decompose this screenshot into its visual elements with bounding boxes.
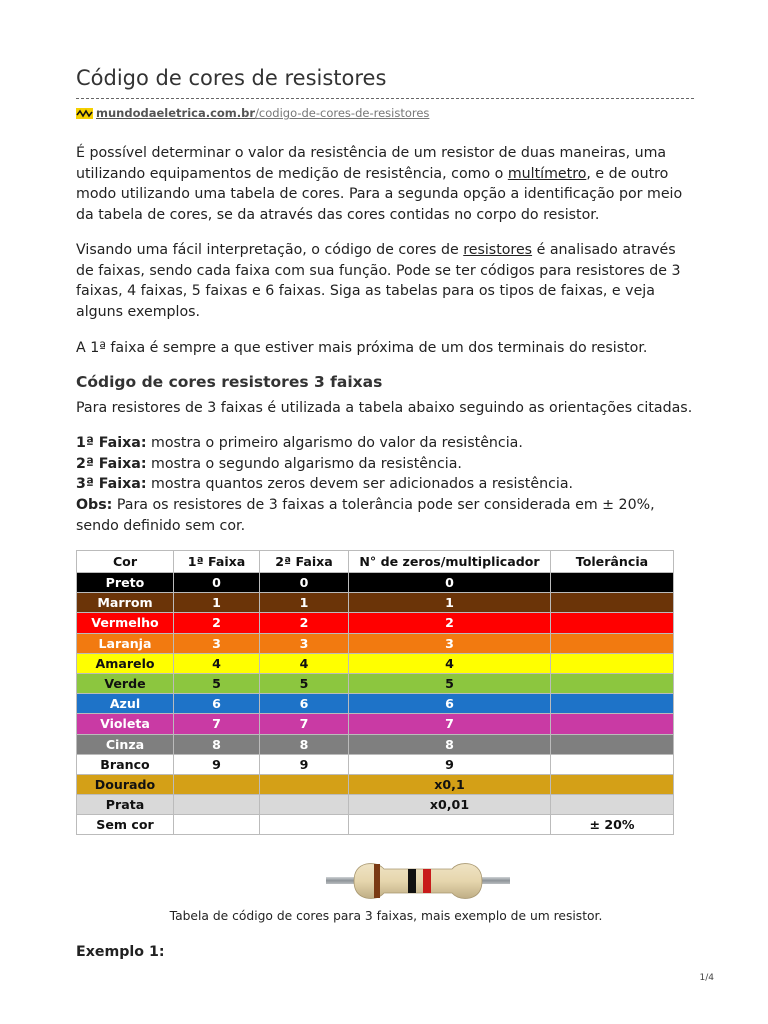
cell-multiplicador (349, 815, 551, 835)
rule-text: mostra o segundo algarismo da resistência. (146, 455, 462, 472)
cell-faixa1: 9 (174, 754, 260, 774)
cell-color-name: Branco (77, 754, 174, 774)
cell-faixa1 (174, 815, 260, 835)
cell-tolerancia (551, 694, 674, 714)
table-row (77, 734, 674, 754)
cell-faixa2: 1 (260, 593, 349, 613)
cell-multiplicador: 3 (349, 633, 551, 653)
multimetro-link[interactable]: multímetro (507, 165, 587, 182)
cell-color-name: Cinza (77, 734, 174, 754)
cell-multiplicador: x0,1 (349, 774, 551, 794)
cell-faixa2: 9 (260, 754, 349, 774)
cell-tolerancia (551, 673, 674, 693)
cell-multiplicador: x0,01 (349, 795, 551, 815)
cell-faixa1: 1 (174, 593, 260, 613)
site-logo-icon (76, 108, 93, 119)
header-tolerancia: Tolerância (551, 551, 674, 573)
cell-faixa2: 0 (260, 573, 349, 593)
cell-color-name: Laranja (77, 633, 174, 653)
cell-faixa1: 0 (174, 573, 260, 593)
cell-tolerancia (551, 795, 674, 815)
cell-color-name: Marrom (77, 593, 174, 613)
rule-label: Obs: (76, 497, 113, 514)
cell-tolerancia (551, 613, 674, 633)
source-line (76, 106, 429, 120)
page-number: 1/4 (699, 973, 714, 983)
cell-tolerancia (551, 573, 674, 593)
table-row (77, 815, 674, 835)
cell-tolerancia: ± 20% (551, 815, 674, 835)
example-title: Exemplo 1: (76, 944, 165, 960)
cell-color-name: Verde (77, 673, 174, 693)
header-faixa1: 1ª Faixa (174, 551, 260, 573)
paragraph-interpretation (76, 240, 696, 323)
band-rules (76, 433, 696, 537)
cell-faixa1: 5 (174, 673, 260, 693)
para1-text-b: , e de outro modo utilizando uma tabela de cores. Para a segunda opção a identificação por meio da tabela de cores, se da através das cores contidas no corpo do resistor. (76, 165, 683, 224)
cell-faixa1 (174, 795, 260, 815)
rule-label: 1ª Faixa: (76, 435, 147, 451)
table-row (77, 673, 674, 693)
cell-multiplicador: 8 (349, 734, 551, 754)
cell-color-name: Sem cor (77, 815, 174, 835)
section-intro: Para resistores de 3 faixas é utilizada a tabela abaixo seguindo as orientações citadas. (76, 400, 693, 416)
rule-label: 2ª Faixa: (76, 455, 147, 472)
cell-faixa2 (260, 774, 349, 794)
cell-faixa2: 4 (260, 653, 349, 673)
cell-multiplicador: 9 (349, 754, 551, 774)
table-row (77, 633, 674, 653)
cell-tolerancia (551, 714, 674, 734)
cell-color-name: Preto (77, 573, 174, 593)
cell-faixa1: 7 (174, 714, 260, 734)
table-caption: Tabela de código de cores para 3 faixas, mais exemplo de um resistor. (169, 909, 603, 923)
source-domain-link[interactable]: mundodaeletrica.com.br (96, 106, 256, 120)
rule-text: Para os resistores de 3 faixas a tolerância pode ser considerada em ± 20%, sendo definido sem cor. (76, 497, 655, 534)
cell-faixa1: 8 (174, 734, 260, 754)
source-path-link[interactable]: /codigo-de-cores-de-resistores (255, 106, 430, 120)
cell-multiplicador: 2 (349, 613, 551, 633)
rule-line (76, 474, 696, 495)
header-multiplicador: N° de zeros/multiplicador (349, 551, 551, 573)
header-faixa2: 2ª Faixa (260, 551, 349, 573)
cell-faixa2: 2 (260, 613, 349, 633)
cell-faixa2: 8 (260, 734, 349, 754)
cell-multiplicador: 1 (349, 593, 551, 613)
section-title: Código de cores resistores 3 faixas (76, 373, 383, 391)
table-row (77, 653, 674, 673)
cell-tolerancia (551, 653, 674, 673)
color-code-table (76, 550, 674, 835)
cell-tolerancia (551, 774, 674, 794)
cell-faixa2: 3 (260, 633, 349, 653)
cell-faixa1 (174, 774, 260, 794)
cell-color-name: Amarelo (77, 653, 174, 673)
rule-line (76, 454, 696, 475)
paragraph-intro (76, 143, 696, 226)
cell-tolerancia (551, 633, 674, 653)
cell-multiplicador: 7 (349, 714, 551, 734)
table-row (77, 694, 674, 714)
para1-text-a: É possível determinar o valor da resistência de um resistor de duas maneiras, uma utilizando equipamentos de medição de resistência, como o (76, 145, 667, 182)
table-row (77, 754, 674, 774)
cell-multiplicador: 4 (349, 653, 551, 673)
rule-label: 3ª Faixa: (76, 476, 147, 493)
cell-color-name: Violeta (77, 714, 174, 734)
cell-faixa2 (260, 815, 349, 835)
resistores-link[interactable]: resistores (463, 242, 533, 258)
para2-text-a: Visando uma fácil interpretação, o código de cores de (76, 242, 464, 258)
rule-text: mostra o primeiro algarismo do valor da resistência. (146, 435, 523, 451)
cell-tolerancia (551, 734, 674, 754)
rule-line (76, 433, 696, 454)
table-header-row (77, 551, 674, 573)
table-row (77, 795, 674, 815)
cell-color-name: Dourado (77, 774, 174, 794)
cell-faixa2: 6 (260, 694, 349, 714)
cell-faixa2: 7 (260, 714, 349, 734)
cell-faixa2: 5 (260, 673, 349, 693)
cell-color-name: Azul (77, 694, 174, 714)
cell-color-name: Vermelho (77, 613, 174, 633)
page-title: Código de cores de resistores (76, 66, 387, 90)
cell-faixa1: 2 (174, 613, 260, 633)
cell-tolerancia (551, 593, 674, 613)
rule-text: mostra quantos zeros devem ser adicionados a resistência. (146, 476, 574, 493)
cell-faixa1: 6 (174, 694, 260, 714)
cell-faixa1: 4 (174, 653, 260, 673)
table-row (77, 613, 674, 633)
cell-color-name: Prata (77, 795, 174, 815)
cell-multiplicador: 5 (349, 673, 551, 693)
title-divider (76, 98, 694, 99)
cell-multiplicador: 6 (349, 694, 551, 714)
table-row (77, 573, 674, 593)
cell-faixa2 (260, 795, 349, 815)
cell-tolerancia (551, 754, 674, 774)
para2-text-b: é analisado através de faixas, sendo cada faixa com sua função. Pode se ter códigos para resistores de 3 faixas, 4 faixas, 5 faixas e 6 faixas. Siga as tabelas para os tipos de faixas, e veja alguns exemplos. (76, 242, 681, 321)
table-row (77, 593, 674, 613)
resistor-image (326, 858, 510, 904)
table-row (77, 714, 674, 734)
cell-multiplicador: 0 (349, 573, 551, 593)
rule-line (76, 495, 696, 536)
paragraph-first-band: A 1ª faixa é sempre a que estiver mais próxima de um dos terminais do resistor. (76, 340, 648, 356)
cell-faixa1: 3 (174, 633, 260, 653)
table-row (77, 774, 674, 794)
header-cor: Cor (77, 551, 174, 573)
